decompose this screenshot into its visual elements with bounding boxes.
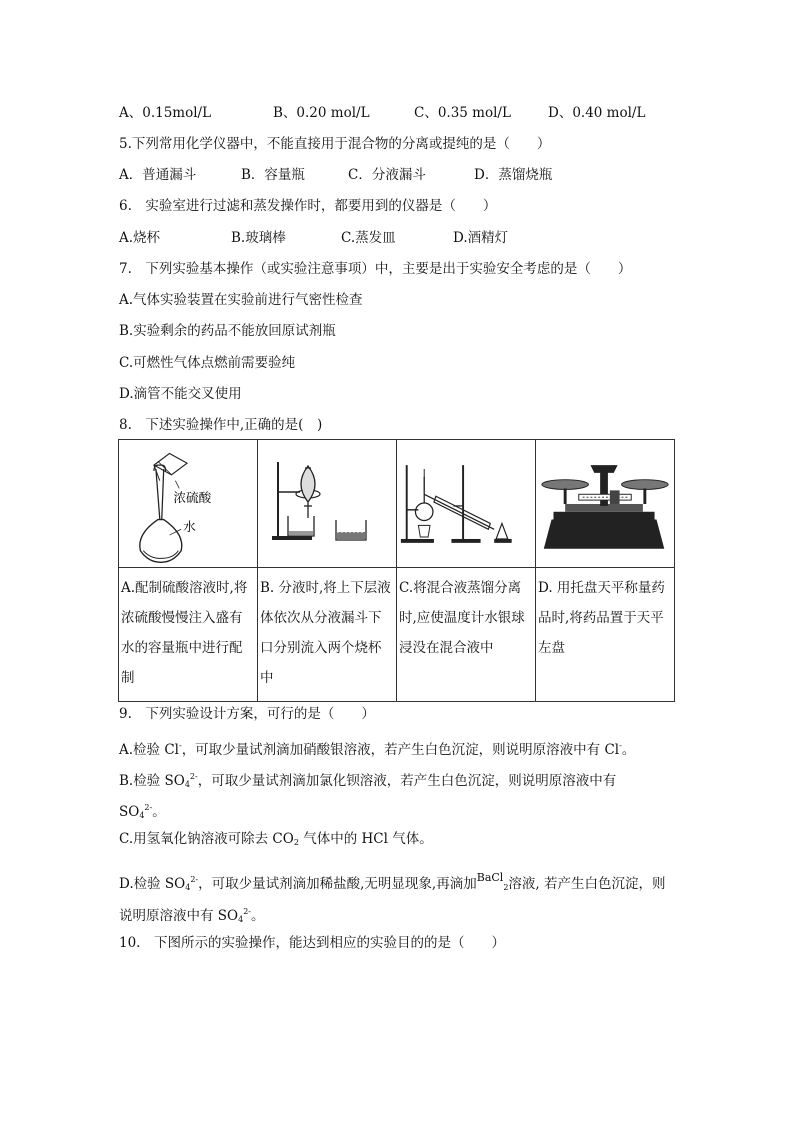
q4-option-c: C、0.35 mol/L xyxy=(414,105,511,121)
q9-option-c: C.用氢氧化钠溶液可除去 $CO_2$ 气体中的 HCl 气体。 xyxy=(119,831,433,847)
q5-option-b: B．容量瓶 xyxy=(241,167,305,183)
label-acid: 浓硫酸 xyxy=(173,491,212,506)
q4-option-a: A、0.15mol/L xyxy=(119,105,212,121)
figure-d-cell xyxy=(536,440,675,568)
figure-c-cell xyxy=(397,440,536,568)
q7-option-c: C.可燃性气体点燃前需要验纯 xyxy=(119,355,296,371)
q6-option-a: A.烧杯 xyxy=(119,230,161,246)
q9-option-d: D.检验 $SO_4^{2-}$，可取少量试剂滴加稀盐酸,无明显现象,再滴加$^{BaCl}_2$溶液, 若产生白色沉淀，则 xyxy=(119,871,666,892)
option-d-cell xyxy=(536,568,675,702)
q9-stem: 9. 下列实验设计方案，可行的是（ ） xyxy=(119,706,375,722)
q9-option-d-cont: 说明原溶液中有 $SO_4^{2-}$。 xyxy=(119,907,265,924)
q7-option-b: B.实验剩余的药品不能放回原试剂瓶 xyxy=(119,323,336,339)
option-c-cell xyxy=(397,568,536,702)
q4-option-d: D、0.40 mol/L xyxy=(548,105,646,121)
figure-d-balance xyxy=(536,440,674,567)
q6-option-c: C.蒸发皿 xyxy=(341,230,396,246)
figure-a-cell xyxy=(119,440,258,568)
q8-option-c: C.将混合液蒸馏分离时,应使温度计水银球浸没在混合液中 xyxy=(399,580,525,656)
figure-b-separatory-funnel xyxy=(258,440,396,567)
q9-option-b-cont: $SO_4^{2-}$。 xyxy=(119,803,166,820)
q5-option-d: D．蒸馏烧瓶 xyxy=(474,167,553,183)
q9-option-a: A.检验 Cl-，可取少量试剂滴加硝酸银溶液，若产生白色沉淀，则说明原溶液中有 Cl-。 xyxy=(119,741,636,758)
figure-a-volumetric-flask xyxy=(119,440,257,567)
option-a-cell xyxy=(119,568,258,702)
q6-option-d: D.酒精灯 xyxy=(453,230,509,246)
q8-table xyxy=(118,439,675,702)
q5-stem: 5.下列常用化学仪器中，不能直接用于混合物的分离或提纯的是（ ） xyxy=(119,136,551,152)
figure-b-cell xyxy=(258,440,397,568)
q4-option-b: B、0.20 mol/L xyxy=(273,105,370,121)
q6-option-b: B.玻璃棒 xyxy=(231,230,286,246)
q9-option-b: B.检验 $SO_4^{2-}$，可取少量试剂滴加氯化钡溶液，若产生白色沉淀，则说明原溶液中有 xyxy=(119,772,617,789)
q8-stem: 8. 下述实验操作中,正确的是( ) xyxy=(119,417,323,433)
q10-stem: 10. 下图所示的实验操作，能达到相应的实验目的的是（ ） xyxy=(119,935,505,951)
label-water: 水 xyxy=(183,520,196,535)
q8-option-b: B. 分液时,将上下层液体依次从分液漏斗下口分别流入两个烧杯中 xyxy=(260,580,391,686)
option-b-cell xyxy=(258,568,397,702)
q7-stem: 7. 下列实验基本操作（或实验注意事项）中，主要是出于实验安全考虑的是（ ） xyxy=(119,261,632,277)
q7-option-d: D.滴管不能交叉使用 xyxy=(119,386,242,402)
q5-option-a: A．普通漏斗 xyxy=(119,167,197,183)
figure-c-distillation xyxy=(397,440,535,567)
q6-stem: 6. 实验室进行过滤和蒸发操作时，都要用到的仪器是（ ） xyxy=(119,198,497,214)
q7-option-a: A.气体实验装置在实验前进行气密性检查 xyxy=(119,292,363,308)
q8-option-a: A.配制硫酸溶液时,将浓硫酸慢慢注入盛有水的容量瓶中进行配制 xyxy=(121,580,248,686)
q5-option-c: C．分液漏斗 xyxy=(348,167,426,183)
q8-option-d: D. 用托盘天平称量药品时,将药品置于天平左盘 xyxy=(538,580,665,656)
